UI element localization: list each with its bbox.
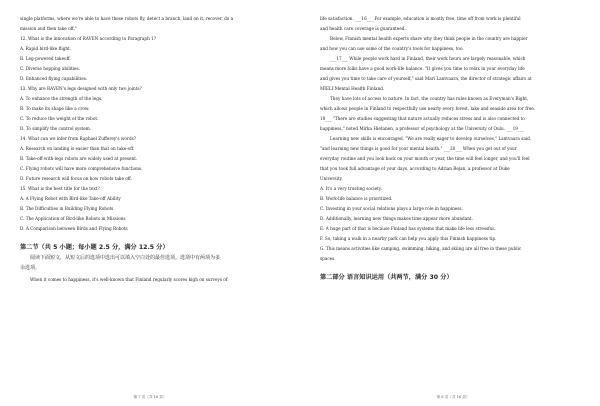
- option-line: B. The Difficulties in Building Flying Robots: [20, 206, 114, 211]
- question-13: 13. Why are RAVEN's legs designed with only two joints?: [20, 86, 142, 91]
- paragraph-line: which allows people in Finland to respectfully use nearly every forest, lake and seaside area for free.: [320, 106, 536, 111]
- option-line: B. To make its shape like a crow.: [20, 106, 90, 111]
- text-line: single platforms, where we're able to have these robots fly, detect a branch, land on it, recover, do a: [20, 16, 234, 21]
- paragraph-line: Learning new skills is encouraged. "We are really eager to develop ourselves," Lantvaara said,: [330, 136, 532, 141]
- paragraph-line: ___17___ While people work hard in Finland, their work hours are largely reasonable, which: [330, 56, 526, 61]
- question-15: 15. What is the best title for the text?: [20, 186, 100, 191]
- option-line: A. A Flying Robot with Bird-like Take-off Ability: [20, 196, 121, 201]
- option-line: A. It's a very trusting society.: [320, 186, 382, 191]
- page-footer: 第 7 页（共 16 页）: [133, 395, 167, 399]
- question-14: 14. What can we infer from Raphael Zufferey's words?: [20, 136, 137, 141]
- option-line: D. A Comparison between Birds and Flying Robots: [20, 226, 128, 231]
- paragraph-line: and how you can use some of the country's tools for happiness, too.: [320, 46, 464, 51]
- option-line: B. Leg-powered takeoff.: [20, 56, 71, 61]
- paragraph-line: and health care coverage is guaranteed.: [320, 26, 406, 31]
- option-line: F. So, taking a walk in a nearby park can help you apply this Finnish happiness tip.: [320, 236, 497, 241]
- option-line: A. Rapid bird-like flight.: [20, 46, 72, 51]
- option-line: B. Take-off-with-legs robots are widely used at present.: [20, 156, 138, 161]
- paragraph-line: 18___ "There are studies suggesting that nature actually reduces stress and is also connected to: [320, 116, 525, 121]
- paragraph-line: life satisfaction. ___16___ For example, education is mostly free, time off from work is plentiful: [320, 16, 521, 21]
- paragraph-line: MIELI Mental Health Finland.: [320, 86, 385, 91]
- paragraph-line: everyday routine and you look back on your month or year, the time will feel longer, and you'll feel: [320, 156, 530, 161]
- text-line: mission and then take off.": [20, 26, 77, 31]
- option-line: D. Enhanced flying capabilities.: [20, 76, 88, 81]
- option-line: C. Diverse hopping abilities.: [20, 66, 81, 71]
- paragraph-line: They have lots of access to nature. In fact, the country has rules known as Everyman's Right,: [330, 96, 529, 101]
- paragraph-line: Below, Finnish mental health experts share why they think people in the country are happier: [330, 36, 528, 41]
- section-heading: 第二部分 语言知识运用（共两节，满分 30 分）: [320, 274, 453, 281]
- right-page: [306, 0, 600, 406]
- option-line: C. To reduce the weight of the robot.: [20, 116, 99, 121]
- option-line: C. Flying robots will have more comprehensive functions.: [20, 166, 143, 171]
- paragraph-line: and gives you time to take care of yourself," said Mari Lantvaara, the director of strategic affairs at: [320, 76, 532, 81]
- section-heading: 第二节（共 5 小题；每小题 2.5 分，满分 12.5 分）: [20, 244, 169, 251]
- page-footer: 第 8 页（共 16 页）: [436, 395, 470, 399]
- option-line: C. The Application of Bird-like Robots in Missions: [20, 216, 126, 221]
- option-line: A. To enhance the strength of the legs.: [20, 96, 103, 101]
- paragraph-line: University.: [320, 176, 343, 181]
- option-line: A. Research on landing is easier than that on take-off.: [20, 146, 135, 151]
- option-line: spaces.: [320, 256, 336, 261]
- paragraph-line: happiness," noted Mirka Hietanen, a professor of psychology at the University of Oulu. ___19___: [320, 126, 525, 131]
- paragraph-line: means more folks have a good work-life balance. "It gives you time to relax in your everyday life: [320, 66, 525, 71]
- paragraph-line: that you took full advantage of your days, according to Adrian Bejan, a professor at Duke: [320, 166, 510, 171]
- option-line: D. Additionally, learning new things makes time appear more abundant.: [320, 216, 473, 221]
- option-line: D. Future research will focus on how robots take off.: [20, 176, 132, 181]
- option-line: G. This means activities like camping, swimming, hiking, and skiing are all free in these public: [320, 246, 522, 251]
- instructions-line: 阅读下面短文，从短文后的选项中选出可以填入空白处的最佳选项。选项中有两项为多: [30, 255, 221, 261]
- passage-start: When it comes to happiness, it's well-known that Finland regularly scores high on surveys of: [30, 277, 228, 282]
- paragraph-line: "and learning new things is good for your mental health." ___20___ When you get out of your: [320, 146, 517, 151]
- option-line: D. To simplify the control system.: [20, 126, 92, 131]
- option-line: C. Investing in your social relations plays a large role in happiness.: [320, 206, 463, 211]
- option-line: B. Work-life balance is prioritized.: [320, 196, 393, 201]
- question-12: 12. What is the innovation of RAVEN according to Paragraph 1?: [20, 36, 157, 41]
- option-line: E. A huge part of that is because Finland has systems that make life less stressful.: [320, 226, 496, 231]
- instructions-line: 余选项。: [20, 265, 41, 271]
